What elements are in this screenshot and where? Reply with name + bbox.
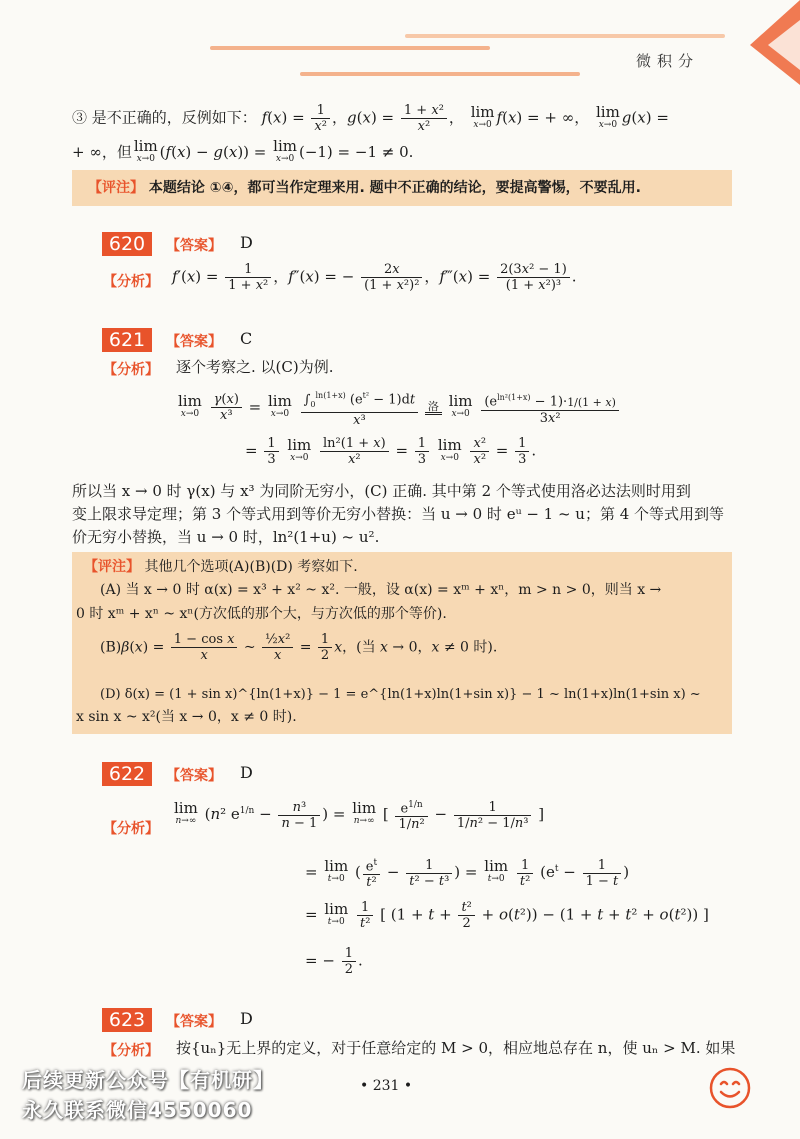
equation: lim x→0 $\frac{\gamma(x)}{\text{x³}}$ = lim x→0 $\frac{\int_0^{ln(1+x)} (e^{t^2} - 1)dt}{\text{x³}}$ 洛 lim x→0 $\frac{(e^{ln^2(1+x)} - 1)\cdot 1/(1 + x)}{\text{3x²}}$ xyxy=(176,388,621,428)
text-line: 所以当 x → 0 时 γ(x) 与 x³ 为同阶无穷小，(C) 正确. 其中第 2 个等式使用洛必达法则时用到 xyxy=(72,482,691,500)
limit: lim x→0 xyxy=(595,102,620,130)
note-line xyxy=(88,177,641,199)
note-line xyxy=(84,556,358,578)
equation: = lim t→0 ( $\frac{e^t}{\text{t²}}$ − $\frac{1}{\text{t² − t³}}$ ) = lim t→0 $\frac{1}{\text{t²}}$ ($e^t$ − $\frac{1}{1 - t}$ ) xyxy=(305,857,630,891)
text-line: 变上限求导定理；第 3 个等式用到等价无穷小替换：当 u → 0 时 eᵘ − 1 ~ u；第 4 个等式用到等 xyxy=(72,505,725,523)
analysis-label: 【分析】 xyxy=(103,274,159,290)
limit: lim x→0 xyxy=(470,102,495,130)
problem-number: 622 xyxy=(102,762,152,786)
text-line: + ∞，但 lim x→0 (f(x) − g(x)) = lim x→0 (−1) = −1 ≠ 0. xyxy=(72,137,414,164)
answer-label: 【答案】 xyxy=(166,1014,222,1030)
answer-value: C xyxy=(240,329,253,348)
problem-number: 620 xyxy=(102,232,152,256)
answer-value: D xyxy=(240,1009,253,1028)
analysis-label: 【分析】 xyxy=(103,362,159,378)
equation: lim n→∞ (n² $e^{1/n}$ − $\frac{\text{n³}}{n - 1}$ ) = lim n→∞ [ $\frac{e^{1/n}}{\text{1/n²}}$ − $\frac{1}{\text{1/n² − 1/n³}}$ ] xyxy=(174,799,545,833)
answer-value: D xyxy=(240,763,253,782)
smiley-icon xyxy=(708,1066,752,1110)
corner-triangle-icon xyxy=(740,0,800,85)
limit: lim x→0 xyxy=(273,137,297,164)
text-line: ③ 是不正确的，反例如下： f(x) = $\frac{1}{\text{x²}}$ ，g(x) = $\frac{\text{1 + x²}}{\text{x²}}$ ， lim x→0 f(x) = + ∞， lim x→0 g(x) = xyxy=(72,102,669,134)
watermark-text: 永久联系微信4550060 xyxy=(22,1098,253,1122)
header-decoration xyxy=(210,46,490,50)
header-decoration xyxy=(300,72,580,76)
problem-number: 623 xyxy=(102,1008,152,1032)
fraction: $\frac{1}{\text{x²}}$ xyxy=(311,103,330,134)
answer-label: 【答案】 xyxy=(166,238,222,254)
limit: lim x→0 xyxy=(133,137,158,164)
note-text: 其他几个选项(A)(B)(D) 考察如下. xyxy=(144,559,358,575)
header-decoration xyxy=(405,34,725,38)
watermark-text: 后续更新公众号【有机研】 xyxy=(22,1068,274,1092)
analysis-intro: 逐个考察之. 以(C)为例. xyxy=(176,358,334,376)
note-line: (A) 当 x → 0 时 α(x) = x³ + x² ~ x². 一般，设 α(x) = xᵐ + xⁿ，m > n > 0，则当 x → xyxy=(100,582,662,598)
answer-value: D xyxy=(240,233,253,252)
answer-label: 【答案】 xyxy=(166,768,222,784)
page-number: • 231 • xyxy=(360,1078,413,1094)
note-line: x sin x ~ x²(当 x → 0，x ≠ 0 时). xyxy=(76,709,297,725)
fraction: $\frac{\text{1 + x²}}{\text{x²}}$ xyxy=(401,103,447,134)
note-equation: (B)β(x) = $\frac{\text{1 − cos x}}{x}$ ~ $\frac{\text{½x²}}{x}$ = $\frac{1}{2}$ x，(当 x → 0，x ≠ 0 时). xyxy=(100,632,498,663)
note-line: (D) δ(x) = (1 + sin x)^{ln(1+x)} − 1 = e^{ln(1+x)ln(1+sin x)} − 1 ~ ln(1+x)ln(1+sin x) ~ xyxy=(100,687,701,702)
chapter-title: 微积分 xyxy=(636,52,700,70)
analysis-text: 按{uₙ}无上界的定义，对于任意给定的 M > 0，相应地总存在 n，使 uₙ > M. 如果 xyxy=(176,1039,736,1057)
answer-label: 【答案】 xyxy=(166,334,222,350)
note-tag: 【评注】 xyxy=(88,180,144,196)
equation: = $\frac{1}{3}$ lim x→0 $\frac{\text{ln²(1 + x)}}{\text{x²}}$ = $\frac{1}{3}$ lim x→0 $\frac{\text{x²}}{\text{x²}}$ = $\frac{1}{3}$ . xyxy=(245,435,537,467)
problem-number: 621 xyxy=(102,328,152,352)
equation: = lim t→0 $\frac{1}{\text{t²}}$ [ (1 + t + $\frac{\text{t²}}{2}$ + o(t²)) − (1 + t + t² + o(t²)) ] xyxy=(305,899,709,931)
text-line: 价无穷小替换，当 u → 0 时，ln²(1+u) ~ u². xyxy=(72,528,380,546)
note-line: 0 时 xᵐ + xⁿ ~ xⁿ(方次低的那个大，与方次低的那个等价). xyxy=(76,606,447,622)
text-fragment: ③ 是不正确的，反例如下： xyxy=(72,108,257,127)
equation: f′(x) = $\frac{1}{\text{1 + x²}}$ ，f″(x) = − $\frac{2x}{\text{(1 + x²)²}}$ ，f‴(x) = $\frac{\text{2(3x² − 1)}}{\text{(1 + x²)³}}$ . xyxy=(172,262,577,293)
note-tag: 【评注】 xyxy=(84,559,140,575)
analysis-label: 【分析】 xyxy=(103,1043,159,1059)
analysis-label: 【分析】 xyxy=(103,821,159,837)
equation: = − $\frac{1}{2}$ . xyxy=(305,946,363,977)
note-text: 本题结论 ①④，都可当作定理来用. 题中不正确的结论，要提高警惕，不要乱用. xyxy=(148,180,641,196)
